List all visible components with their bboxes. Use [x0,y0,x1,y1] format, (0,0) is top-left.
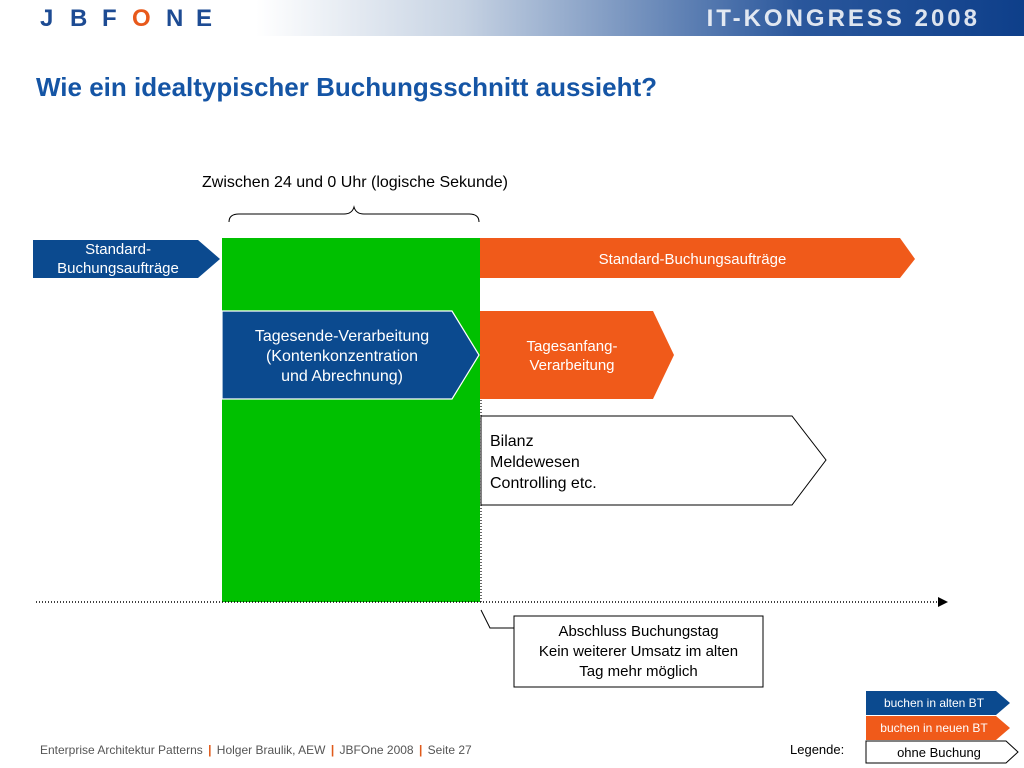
standard-left-label [33,240,203,278]
label-line: Tag mehr möglich [579,663,698,680]
footer-separator: | [208,743,212,757]
footer-part: Seite 27 [427,743,472,757]
logo-letter: E [196,5,218,32]
label-line: Tagesanfang- [526,338,618,355]
logo-letter: N [166,5,189,32]
window-label: Zwischen 24 und 0 Uhr (logische Sekunde) [202,174,508,191]
logo-letter: B [70,5,93,32]
label-line: Standard- [85,241,151,258]
footer-separator: | [330,743,335,757]
label-line: Abschluss Buchungstag [558,623,719,640]
label-line: Controlling etc. [490,475,597,492]
footer-part: JBFOne 2008 [339,743,414,757]
footer-part: Holger Braulik, AEW [216,743,326,757]
logo-letter: J [40,5,59,32]
logo-letter: O [132,5,156,32]
legend-label: Legende: [790,742,845,757]
footer-part: Enterprise Architektur Patterns [40,743,203,757]
page-title: Wie ein idealtypischer Buchungsschnitt aussieht? [36,72,658,102]
green-block [222,238,480,602]
label-line: und Abrechnung) [281,368,403,385]
logo-letter: F [102,5,122,32]
label-line: Verarbeitung [529,357,615,374]
bilanz-label [490,431,730,494]
callout-leader [481,610,514,628]
legend-item-old: buchen in alten BT [883,696,985,710]
legend-item-new: buchen in neuen BT [880,721,988,735]
congress-title: IT-KONGRESS 2008 [706,5,980,32]
tagesanfang-label [480,337,664,375]
brace-shape [229,207,479,222]
footer-separator: | [418,743,423,757]
tagesende-label [222,327,462,387]
abschluss-label [514,622,763,682]
timeline-arrowhead [938,597,948,607]
label-line: Buchungsaufträge [57,260,179,277]
label-line: Bilanz [490,433,534,450]
standard-right-label: Standard-Buchungsaufträge [598,251,787,268]
footer [40,743,472,757]
legend-item-none: ohne Buchung [897,745,981,760]
label-line: (Kontenkonzentration [265,348,419,365]
label-line: Kein weiterer Umsatz im alten [538,643,739,660]
label-line: Tagesende-Verarbeitung [254,328,430,345]
label-line: Meldewesen [490,454,580,471]
